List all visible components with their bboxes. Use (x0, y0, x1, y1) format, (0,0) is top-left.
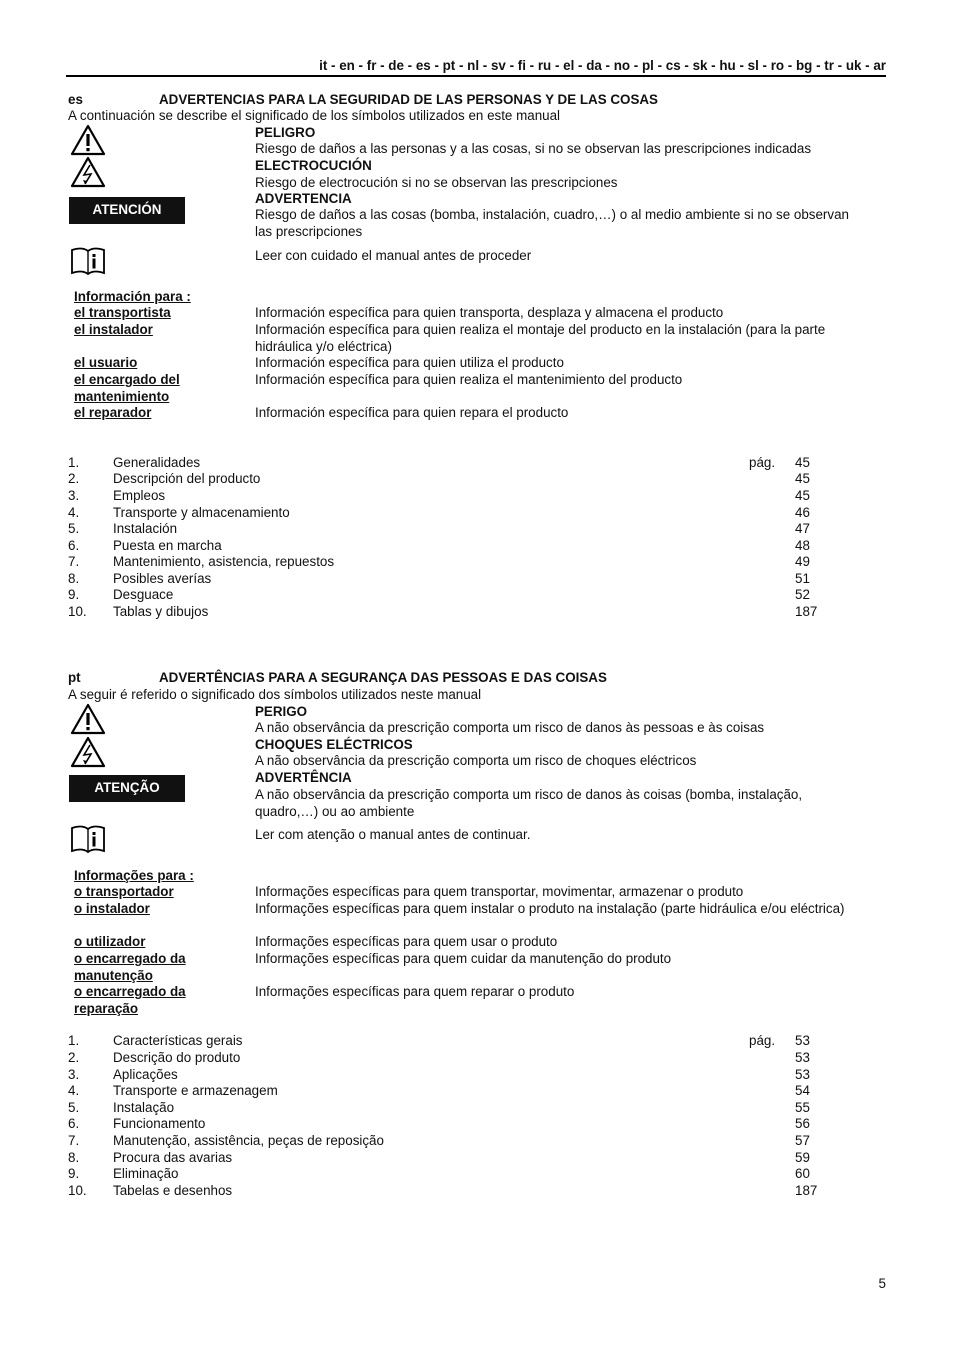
role-label-pt: o encarregado da reparação (74, 984, 186, 1016)
toc-page: 54 (795, 1083, 810, 1098)
role-label-es: el encargado del mantenimiento (74, 372, 180, 404)
toc-title: Generalidades (113, 455, 201, 470)
role-label-es: el transportista (74, 305, 171, 320)
section-intro-pt: A seguir é referido o significado dos símbolos utilizados neste manual (68, 687, 482, 702)
toc-title: Aplicações (113, 1067, 178, 1082)
role-desc-es: Información específica para quien realiza el montaje del producto en la instalación (para la parte hidráulica y/o eléctrica) (255, 322, 826, 354)
section-title-pt: ADVERTÊNCIAS PARA A SEGURANÇA DAS PESSOAS E DAS COISAS (159, 670, 607, 685)
toc-title: Eliminação (113, 1166, 179, 1181)
toc-number: 3. (68, 488, 80, 503)
toc-title: Características gerais (113, 1033, 243, 1048)
role-desc-pt: Informações específicas para quem usar o produto (255, 934, 558, 949)
toc-number: 1. (68, 455, 80, 470)
shock-text-pt: A não observância da prescrição comporta um risco de choques eléctricos (255, 753, 697, 768)
toc-page: 48 (795, 538, 810, 553)
section-intro-es: A continuación se describe el significado de los símbolos utilizados en este manual (68, 108, 561, 123)
attention-badge: ATENCIÓN (69, 197, 185, 224)
role-desc-pt: Informações específicas para quem instalar o produto na instalação (parte hidráulica e/ou eléctrica) (255, 901, 845, 916)
toc-page: 45 (795, 488, 810, 503)
page-number: 5 (878, 1276, 886, 1291)
language-list: it - en - fr - de - es - pt - nl - sv - fi - ru - el - da - no - pl - cs - sk - hu - sl - ro - bg - tr - uk - ar (319, 58, 886, 73)
danger-warning-icon (70, 124, 106, 156)
info-heading-pt: Informações para : (74, 868, 194, 883)
role-label-pt: o transportador (74, 884, 174, 899)
electric-shock-icon (70, 736, 106, 768)
toc-title: Instalación (113, 521, 178, 536)
toc-title: Funcionamento (113, 1116, 206, 1131)
toc-page: 187 (795, 1183, 818, 1198)
language-code-es: es (68, 92, 83, 107)
toc-number: 8. (68, 571, 80, 586)
toc-number: 9. (68, 1166, 80, 1181)
toc-title: Transporte e armazenagem (113, 1083, 278, 1098)
shock-text-es: Riesgo de electrocución si no se observan las prescripciones (255, 175, 618, 190)
toc-page: 46 (795, 505, 810, 520)
role-desc-pt: Informações específicas para quem cuidar da manutenção do produto (255, 951, 672, 966)
role-label-es: el usuario (74, 355, 138, 370)
toc-page: 53 (795, 1033, 810, 1048)
role-label-es: el reparador (74, 405, 152, 420)
info-heading-es: Información para : (74, 289, 191, 304)
toc-title: Instalação (113, 1100, 175, 1115)
toc-number: 5. (68, 1100, 80, 1115)
toc-number: 10. (68, 604, 87, 619)
toc-page: 51 (795, 571, 810, 586)
toc-number: 6. (68, 538, 80, 553)
toc-number: 7. (68, 554, 80, 569)
section-title-es: ADVERTENCIAS PARA LA SEGURIDAD DE LAS PERSONAS Y DE LAS COSAS (159, 92, 658, 107)
toc-title: Transporte y almacenamiento (113, 505, 290, 520)
shock-title-pt: CHOQUES ELÉCTRICOS (255, 737, 413, 752)
danger-warning-icon (70, 703, 106, 735)
toc-title: Mantenimiento, asistencia, repuestos (113, 554, 335, 569)
danger-text-pt: A não observância da prescrição comporta um risco de danos às pessoas e às coisas (255, 720, 765, 735)
header-rule (66, 75, 886, 77)
language-code-pt: pt (68, 670, 81, 685)
toc-title: Empleos (113, 488, 166, 503)
role-desc-pt: Informações específicas para quem transportar, movimentar, armazenar o produto (255, 884, 744, 899)
toc-number: 2. (68, 471, 80, 486)
electric-shock-icon (70, 156, 106, 188)
toc-page: 187 (795, 604, 818, 619)
toc-title: Descripción del producto (113, 471, 261, 486)
role-desc-pt: Informações específicas para quem reparar o produto (255, 984, 575, 999)
role-label-pt: o instalador (74, 901, 150, 916)
toc-title: Descrição do produto (113, 1050, 241, 1065)
toc-title: Desguace (113, 587, 174, 602)
toc-title: Tabelas e desenhos (113, 1183, 233, 1198)
manual-text-pt: Ler com atenção o manual antes de continuar. (255, 827, 531, 842)
role-desc-es: Información específica para quien utiliza el producto (255, 355, 564, 370)
shock-title-es: ELECTROCUCIÓN (255, 158, 372, 173)
toc-page: 57 (795, 1133, 810, 1148)
toc-number: 2. (68, 1050, 80, 1065)
warning-text-pt: A não observância da prescrição comporta um risco de danos às coisas (bomba, instalação, quadro,…) ou ao ambiente (255, 787, 803, 819)
role-label-pt: o encarregado da manutenção (74, 951, 186, 983)
toc-page: 53 (795, 1050, 810, 1065)
toc-page: 55 (795, 1100, 810, 1115)
toc-page-label-es: pág. (749, 455, 776, 470)
toc-title: Procura das avarias (113, 1150, 233, 1165)
role-label-es: el instalador (74, 322, 153, 337)
manual-book-icon (70, 246, 106, 276)
toc-title: Posibles averías (113, 571, 212, 586)
toc-number: 8. (68, 1150, 80, 1165)
toc-page: 47 (795, 521, 810, 536)
warning-title-es: ADVERTENCIA (255, 191, 352, 206)
toc-page: 56 (795, 1116, 810, 1131)
toc-number: 7. (68, 1133, 80, 1148)
toc-title: Tablas y dibujos (113, 604, 209, 619)
toc-number: 4. (68, 1083, 80, 1098)
danger-title-pt: PERIGO (255, 704, 308, 719)
role-desc-es: Información específica para quien transporta, desplaza y almacena el producto (255, 305, 724, 320)
warning-title-pt: ADVERTÊNCIA (255, 770, 352, 785)
toc-page: 59 (795, 1150, 810, 1165)
toc-page-label-pt: pág. (749, 1033, 776, 1048)
toc-page: 52 (795, 587, 810, 602)
role-desc-es: Información específica para quien realiza el mantenimiento del producto (255, 372, 683, 387)
toc-page: 60 (795, 1166, 810, 1181)
manual-book-icon (70, 824, 106, 854)
toc-number: 10. (68, 1183, 87, 1198)
toc-number: 1. (68, 1033, 80, 1048)
toc-page: 45 (795, 471, 810, 486)
attention-badge: ATENÇÃO (69, 775, 185, 802)
toc-page: 53 (795, 1067, 810, 1082)
toc-page: 45 (795, 455, 810, 470)
toc-page: 49 (795, 554, 810, 569)
danger-text-es: Riesgo de daños a las personas y a las cosas, si no se observan las prescripciones indicadas (255, 141, 812, 156)
manual-text-es: Leer con cuidado el manual antes de proceder (255, 248, 532, 263)
toc-number: 9. (68, 587, 80, 602)
toc-number: 3. (68, 1067, 80, 1082)
role-desc-es: Información específica para quien repara el producto (255, 405, 569, 420)
toc-title: Puesta en marcha (113, 538, 222, 553)
toc-number: 4. (68, 505, 80, 520)
role-label-pt: o utilizador (74, 934, 146, 949)
toc-number: 5. (68, 521, 80, 536)
danger-title-es: PELIGRO (255, 125, 316, 140)
toc-title: Manutenção, assistência, peças de reposição (113, 1133, 384, 1148)
toc-number: 6. (68, 1116, 80, 1131)
warning-text-es: Riesgo de daños a las cosas (bomba, instalación, cuadro,…) o al medio ambiente si no se observan las prescripciones (255, 207, 849, 239)
